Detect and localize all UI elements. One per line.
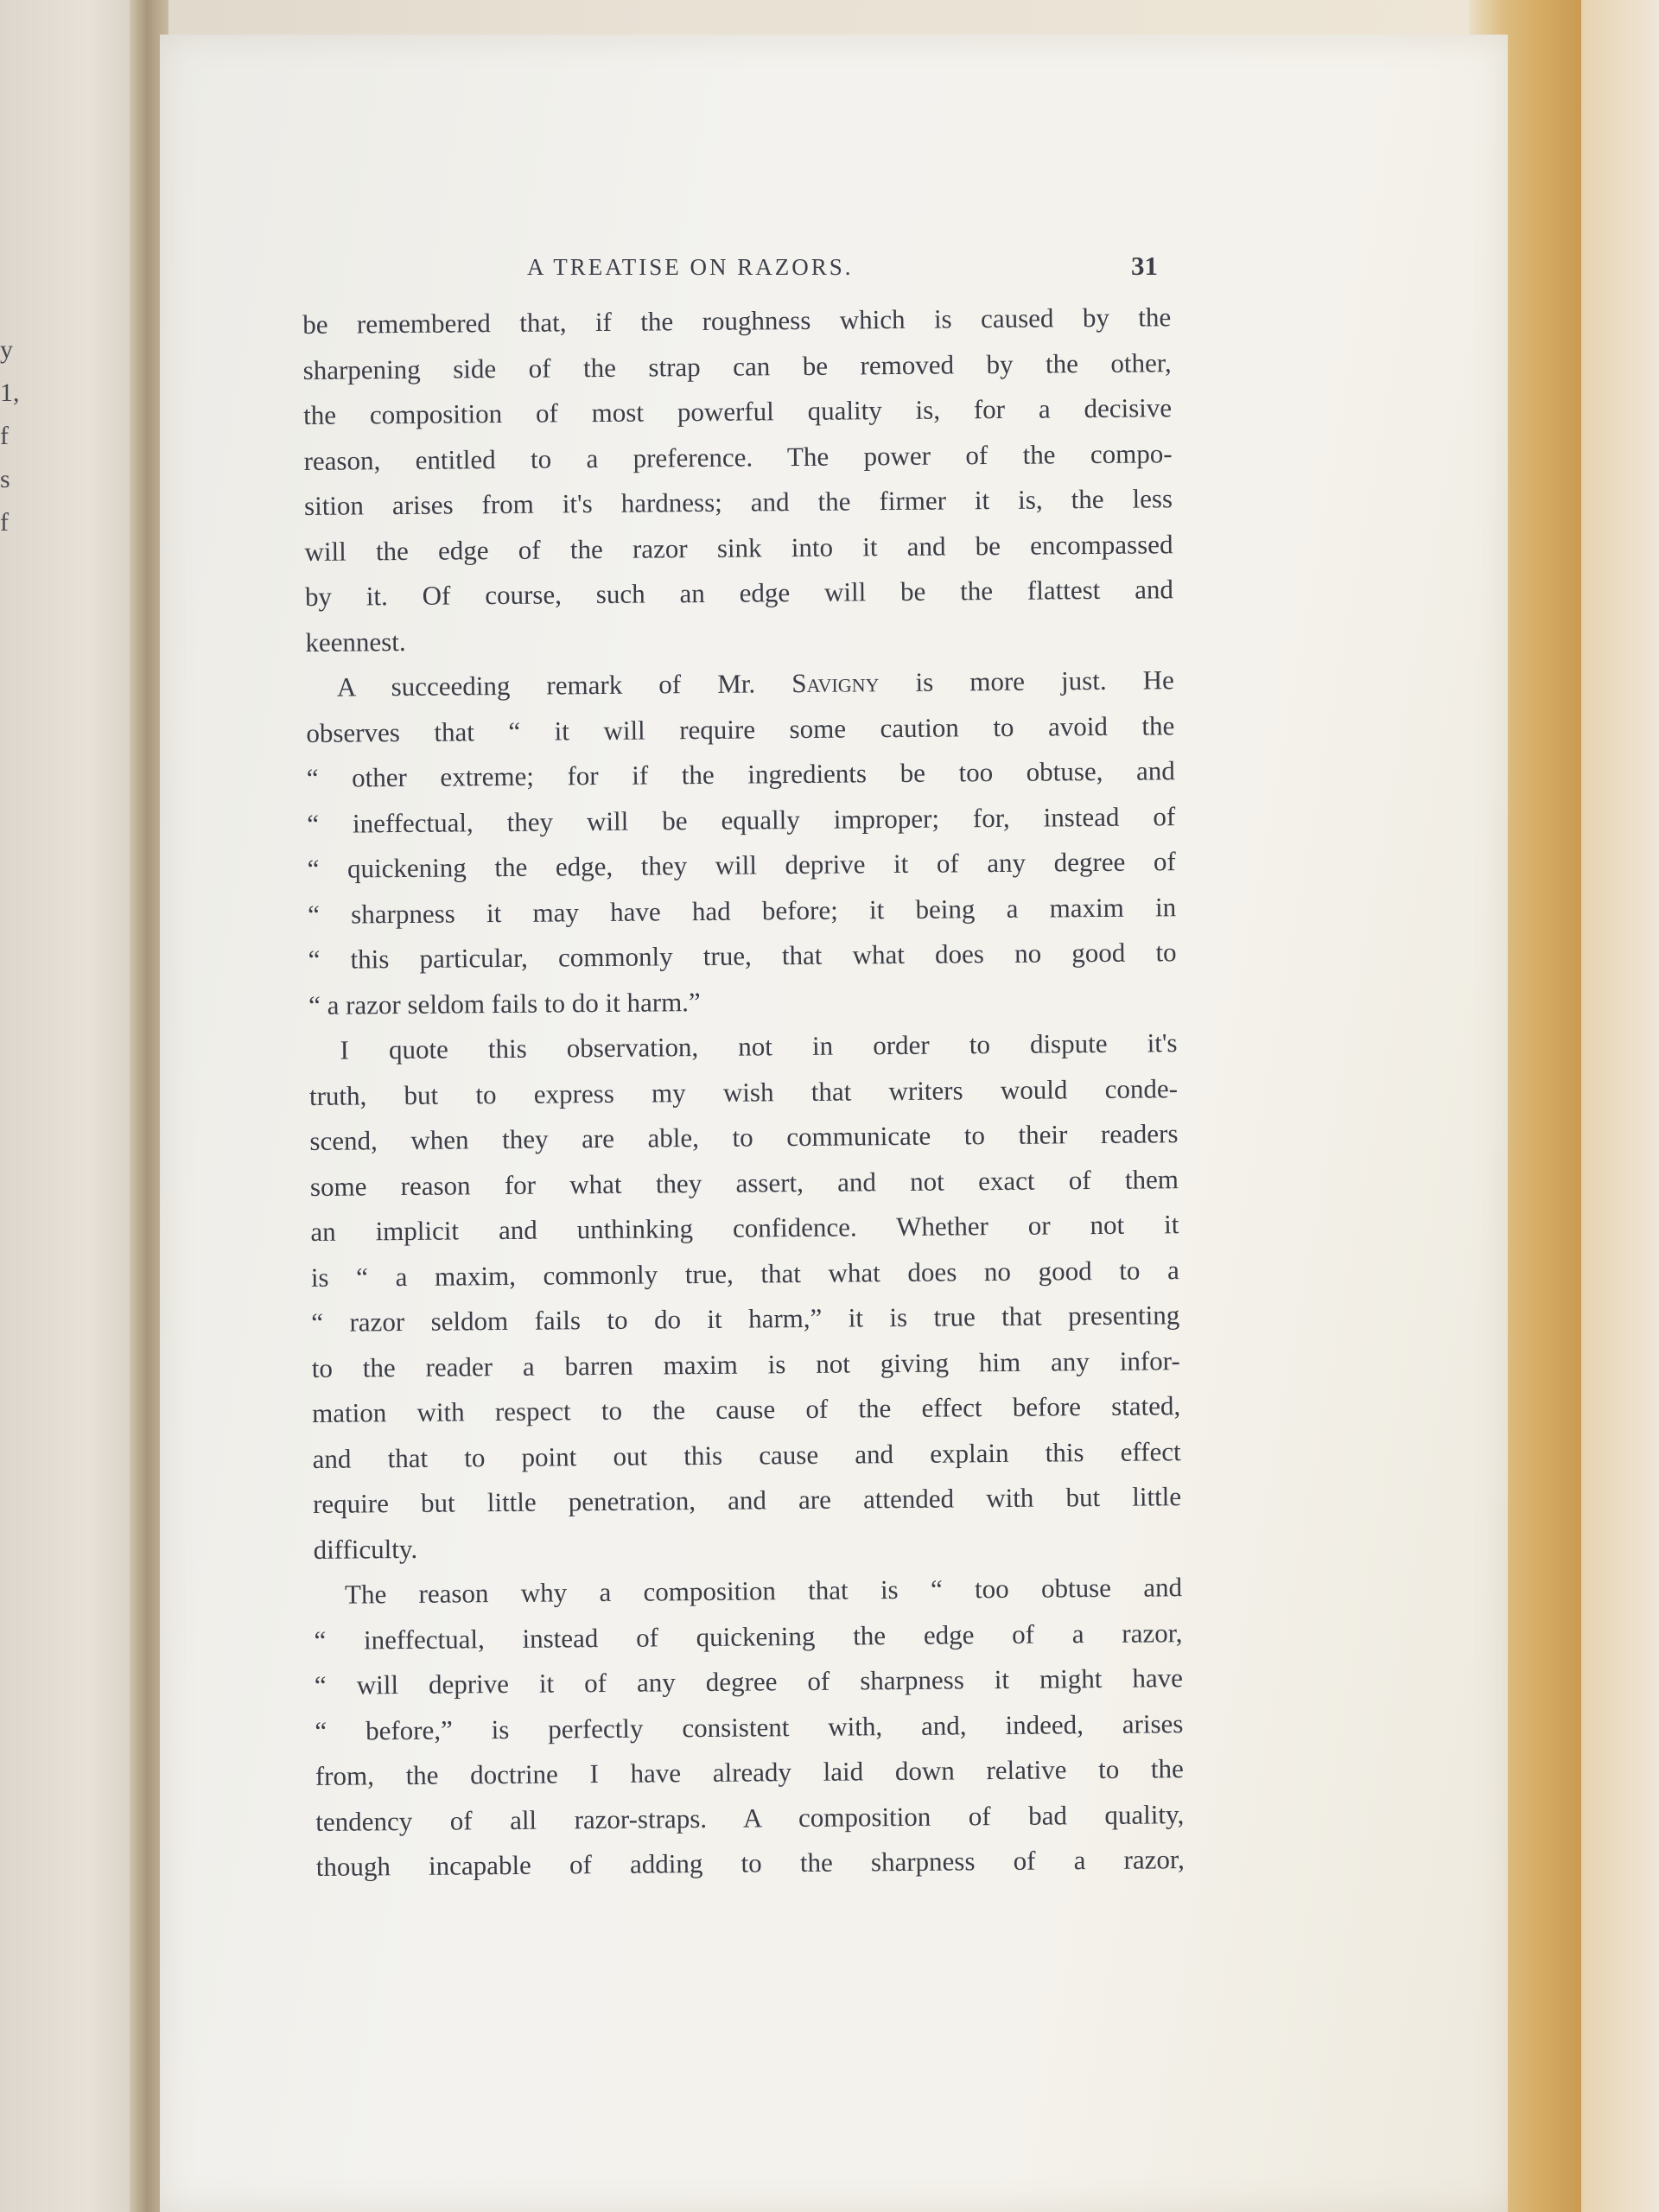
running-head-title: A TREATISE ON RAZORS.: [527, 254, 854, 280]
background-edge: [1581, 0, 1659, 2212]
running-head: [363, 251, 1158, 294]
text-line: “ ineffectual, they will be equally improper; for, instead of: [307, 800, 1176, 839]
text-line: though incapable of adding to the sharpness of a razor,: [315, 1844, 1185, 1882]
text-line: sition arises from it's hardness; and the firmer it is, the less: [303, 483, 1173, 521]
text-line: the composition of most powerful quality is, for a decisive: [302, 392, 1173, 430]
text-line: from, the doctrine I have already laid down relative to the: [315, 1753, 1184, 1791]
text-line: “ before,” is perfectly consistent with, and, indeed, arises: [315, 1707, 1184, 1746]
text-line: truth, but to express my wish that writers would conde-: [308, 1072, 1179, 1111]
text-line: difficulty.: [313, 1533, 418, 1565]
text-line: I quote this observation, not in order to dispute it's: [340, 1027, 1178, 1065]
text-line: keennest.: [305, 626, 406, 658]
text-line: “ quickening the edge, they will deprive it of any degree of: [307, 846, 1176, 884]
text-fragment: A succeeding remark of Mr.: [336, 668, 792, 702]
text-line: “ sharpness it may have had before; it being a maxim in: [308, 891, 1177, 930]
text-line: and that to point out this cause and explain this effect: [312, 1435, 1181, 1474]
text-line: by it. Of course, such an edge will be the flattest and: [304, 574, 1174, 612]
left-page-text-fragments: [0, 328, 26, 544]
text-line: observes that “ it will require some caution to avoid the: [306, 709, 1175, 748]
text-line: mation with respect to the cause of the effect before stated,: [312, 1390, 1181, 1428]
text-line: will the edge of the razor sink into it and be encompassed: [304, 528, 1173, 567]
left-fragment: y: [0, 335, 13, 364]
text-line: “ will deprive it of any degree of sharpness it might have: [314, 1662, 1184, 1700]
text-line: “ ineffectual, instead of quickening the edge of a razor,: [314, 1617, 1183, 1656]
paragraph: [308, 1020, 1181, 1573]
page-number: 31: [1131, 251, 1158, 281]
text-line: some reason for what they assert, and not exact of them: [309, 1163, 1179, 1202]
text-line: “ other extreme; for if the ingredients be too obtuse, and: [306, 755, 1175, 793]
left-fragment: s: [0, 465, 10, 493]
left-fragment: f: [0, 422, 9, 450]
body-text: [302, 295, 1185, 1890]
left-fragment: f: [0, 508, 9, 537]
text-line: is “ a maxim, commonly true, that what does no good to a: [310, 1254, 1179, 1293]
text-line: “ a razor seldom fails to do it harm.”: [308, 986, 701, 1020]
text-line: be remembered that, if the roughness which is caused by the: [302, 302, 1172, 340]
author-name: Savigny: [791, 667, 880, 699]
text-line: tendency of all razor-straps. A composition of bad quality,: [315, 1798, 1185, 1837]
left-fragment: 1,: [0, 378, 20, 407]
text-line: “ this particular, commonly true, that what does no good to: [308, 937, 1177, 975]
text-line: an implicit and unthinking confidence. Whether or not it: [310, 1209, 1179, 1247]
text-line: scend, when they are able, to communicate to their readers: [309, 1118, 1179, 1156]
text-line: [306, 658, 1174, 710]
paragraph: [302, 295, 1174, 665]
text-line: sharpening side of the strap can be removed by the other,: [302, 346, 1172, 385]
paragraph: [306, 658, 1178, 1028]
text-line: to the reader a barren maxim is not giving him any infor-: [311, 1344, 1180, 1383]
text-fragment: is more just. He: [879, 664, 1175, 698]
paragraph: [314, 1565, 1185, 1890]
text-line: The reason why a composition that is “ too obtuse and: [344, 1572, 1183, 1610]
text-line: require but little penetration, and are attended with but little: [312, 1481, 1182, 1519]
text-line: “ razor seldom fails to do it harm,” it is true that presenting: [311, 1300, 1180, 1338]
text-line: reason, entitled to a preference. The power of the compo-: [303, 437, 1173, 476]
